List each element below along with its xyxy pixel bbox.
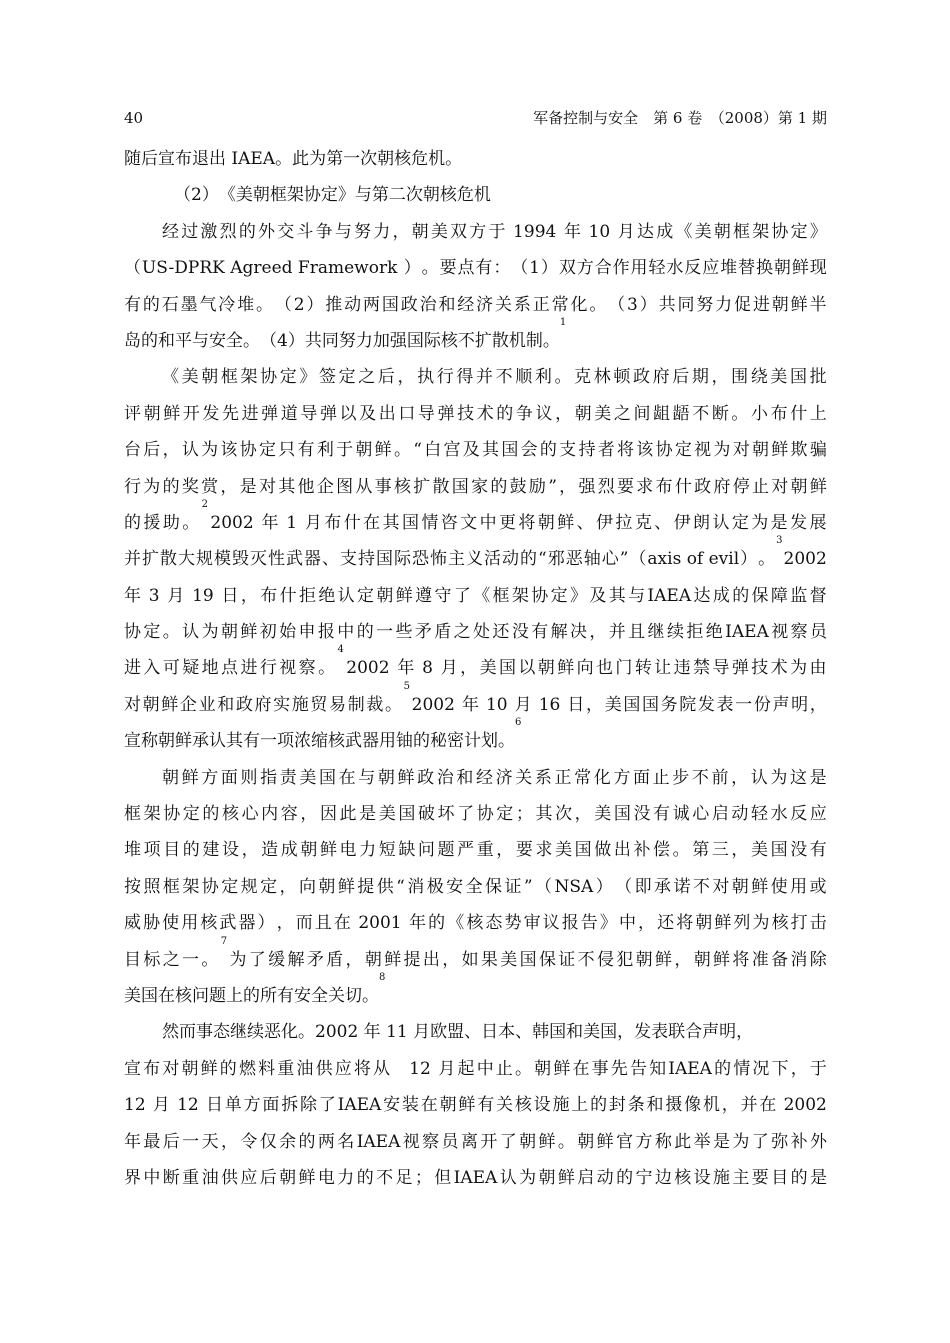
text-line: 的 援 助 。 2 2002 年 1 月 布 什 在 其 国 情 咨 文 中 更 将 朝 鲜 、 伊 拉 克 、 伊 朗 认 定 为 是 发 展 bbox=[124, 498, 827, 533]
text-line: 经 过 激 烈 的 外 交 斗 争 与 努 力 ， 朝 美 双 方 于 1994 年 10 月 达 成 《 美 朝 框 架 协 定 》 bbox=[162, 221, 827, 242]
text-line: 岛 的 和 平 与 安 全 。 （ 4 ） 共 同 努 力 加 强 国 际 核 不 扩 散 机 制 。 1 bbox=[124, 316, 567, 351]
text-line: 12 月 12 日 单 方 面 拆 除 了 IAEA 安 装 在 朝 鲜 有 关 核 设 施 上 的 封 条 和 摄 像 机 ， 并 在 2002 bbox=[124, 1095, 827, 1116]
text-line: （ 2 ） 《 美 朝 框 架 协 定 》 与 第 二 次 朝 核 危 机 bbox=[174, 185, 491, 206]
text-line: 宣 称 朝 鲜 承 认 其 有 一 项 浓 缩 核 武 器 用 铀 的 秘 密 计 划 。 6 bbox=[124, 717, 522, 752]
text-line: 然 而 事 态 继 续 恶 化 。 2002 年 11 月 欧 盟 、 日 本 、 韩 国 和 美 国 ， 发 表 联 合 声 明 ， bbox=[162, 1022, 754, 1043]
text-line: 有 的 石 墨 气 冷 堆 。 （ 2 ） 推 动 两 国 政 治 和 经 济 关 系 正 常 化 。 （ 3 ） 共 同 努 力 促 进 朝 鲜 半 bbox=[124, 294, 827, 315]
text-line: 随 后 宣 布 退 出 IAEA 。 此 为 第 一 次 朝 核 危 机 。 bbox=[124, 149, 463, 169]
text-line: 并 扩 散 大 规 模 毁 灭 性 武 器 、 支 持 国 际 恐 怖 主 义 活 动 的 “ 邪 恶 轴 心 ” （ axis of evil ） 。 3 2002 bbox=[124, 535, 827, 570]
running-header bbox=[124, 106, 827, 130]
text-line: 美 国 在 核 问 题 上 的 所 有 安 全 关 切 。 8 bbox=[124, 971, 386, 1006]
text-line: 对 朝 鲜 企 业 和 政 府 实 施 贸 易 制 裁 。 5 2002 年 10 月 16 日 ， 美 国 国 务 院 发 表 一 份 声 明 ， bbox=[124, 680, 827, 715]
text-line: 宣 布 对 朝 鲜 的 燃 料 重 油 供 应 将 从 12 月 起 中 止 。 朝 鲜 在 事 先 告 知 IAEA 的 情 况 下 ， 于 bbox=[124, 1058, 827, 1079]
text-line: 朝 鲜 方 面 则 指 责 美 国 在 与 朝 鲜 政 治 和 经 济 关 系 正 常 化 方 面 止 步 不 前 ， 认 为 这 是 bbox=[162, 767, 827, 788]
text-line: 年 最 后 一 天 ， 令 仅 余 的 两 名 IAEA 视 察 员 离 开 了 朝 鲜 。 朝 鲜 官 方 称 此 举 是 为 了 弥 补 外 bbox=[124, 1131, 827, 1152]
text-line: 台 后 ， 认 为 该 协 定 只 有 利 于 朝 鲜 。 “ 白 宫 及 其 国 会 的 支 持 者 将 该 协 定 视 为 对 朝 鲜 欺 骗 bbox=[124, 440, 827, 461]
text-line: 协 定 。 认 为 朝 鲜 初 始 申 报 中 的 一 些 矛 盾 之 处 还 没 有 解 决 ， 并 且 继 续 拒 绝 IAEA 视 察 员 bbox=[124, 622, 827, 643]
text-line: 年 3 月 19 日 ， 布 什 拒 绝 认 定 朝 鲜 遵 守 了 《 框 架 协 定 》 及 其 与 IAEA 达 成 的 保 障 监 督 bbox=[124, 585, 827, 606]
text-line: 堆 项 目 的 建 设 ， 造 成 朝 鲜 电 力 短 缺 问 题 严 重 ， 要 求 美 国 做 出 补 偿 。 第 三 ， 美 国 没 有 bbox=[124, 840, 827, 861]
text-line: 界 中 断 重 油 供 应 后 朝 鲜 电 力 的 不 足 ； 但 IAEA 认 为 朝 鲜 启 动 的 宁 边 核 设 施 主 要 目 的 是 bbox=[124, 1167, 827, 1188]
text-line: 目 标 之 一 。 7 为 了 缓 解 矛 盾 ， 朝 鲜 提 出 ， 如 果 美 国 保 证 不 侵 犯 朝 鲜 ， 朝 鲜 将 准 备 消 除 bbox=[124, 935, 827, 970]
text-line: 框 架 协 定 的 核 心 内 容 ， 因 此 是 美 国 破 坏 了 协 定 ； 其 次 ， 美 国 没 有 诚 心 启 动 轻 水 反 应 bbox=[124, 804, 827, 825]
body-text bbox=[124, 141, 827, 1196]
text-line: 进 入 可 疑 地 点 进 行 视 察 。 4 2002 年 8 月 ， 美 国 以 朝 鲜 向 也 门 转 让 违 禁 导 弹 技 术 为 由 bbox=[124, 644, 827, 679]
text-line: 《 美 朝 框 架 协 定 》 签 定 之 后 ， 执 行 得 并 不 顺 利 。 克 林 顿 政 府 后 期 ， 围 绕 美 国 批 bbox=[162, 367, 827, 388]
text-line: （ US-DPRK Agreed Framework ） 。 要 点 有 ： （ 1 ） 双 方 合 作 用 轻 水 反 应 堆 替 换 朝 鲜 现 bbox=[124, 258, 827, 279]
text-line: 行 为 的 奖 赏 ， 是 对 其 他 企 图 从 事 核 扩 散 国 家 的 鼓 励 ” ， 强 烈 要 求 布 什 政 府 停 止 对 朝 鲜 bbox=[124, 476, 827, 497]
text-line: 评 朝 鲜 开 发 先 进 弹 道 导 弹 以 及 出 口 导 弹 技 术 的 争 议 ， 朝 美 之 间 龃 龉 不 断 。 小 布 什 上 bbox=[124, 403, 827, 424]
text-line: 威 胁 使 用 核 武 器 ） ， 而 且 在 2001 年 的 《 核 态 势 审 议 报 告 》 中 ， 还 将 朝 鲜 列 为 核 打 击 bbox=[124, 913, 827, 934]
journal-title: 军备控制与安全 第 6 卷 （2008）第 1 期 bbox=[533, 109, 827, 127]
page-number: 40 bbox=[124, 109, 144, 127]
text-line: 按 照 框 架 协 定 规 定 ， 向 朝 鲜 提 供 “ 消 极 安 全 保 证 ” （ NSA ） （ 即 承 诺 不 对 朝 鲜 使 用 或 bbox=[124, 876, 827, 897]
